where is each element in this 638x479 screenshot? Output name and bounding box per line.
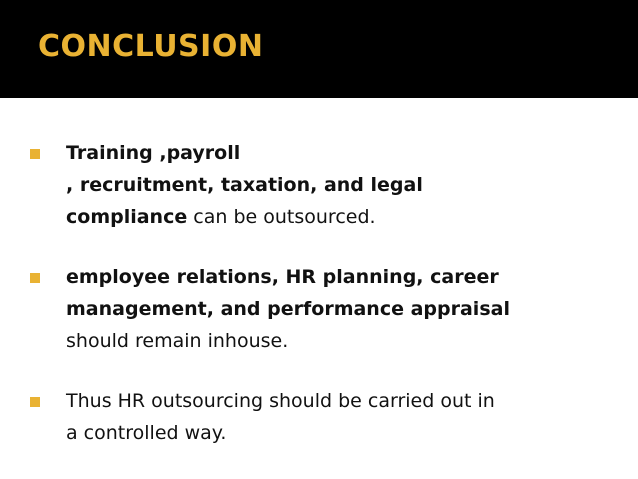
bullet-text-normal: can be outsourced. — [187, 206, 376, 228]
bullet-list — [28, 137, 608, 449]
bullet-text-bold: compliance — [66, 206, 188, 228]
square-bullet-icon — [30, 273, 40, 283]
bullet-item-outsourced — [28, 137, 608, 233]
square-bullet-icon — [30, 397, 40, 407]
bullet-text-line: a controlled way. — [66, 422, 227, 444]
bullet-text-line: employee relations, HR planning, career — [66, 266, 499, 288]
bullet-text-line: Thus HR outsourcing should be carried out in — [66, 390, 495, 412]
bullet-item-inhouse — [28, 261, 608, 357]
slide-title: CONCLUSION — [38, 29, 264, 64]
bullet-item-controlled — [28, 385, 608, 449]
title-bar — [0, 0, 638, 98]
bullet-text-line: should remain inhouse. — [66, 330, 289, 352]
bullet-text-line: Training ,payroll — [66, 142, 241, 164]
bullet-text-line: management, and performance appraisal — [66, 298, 510, 320]
square-bullet-icon — [30, 149, 40, 159]
bullet-text-line: , recruitment, taxation, and legal — [66, 174, 423, 196]
